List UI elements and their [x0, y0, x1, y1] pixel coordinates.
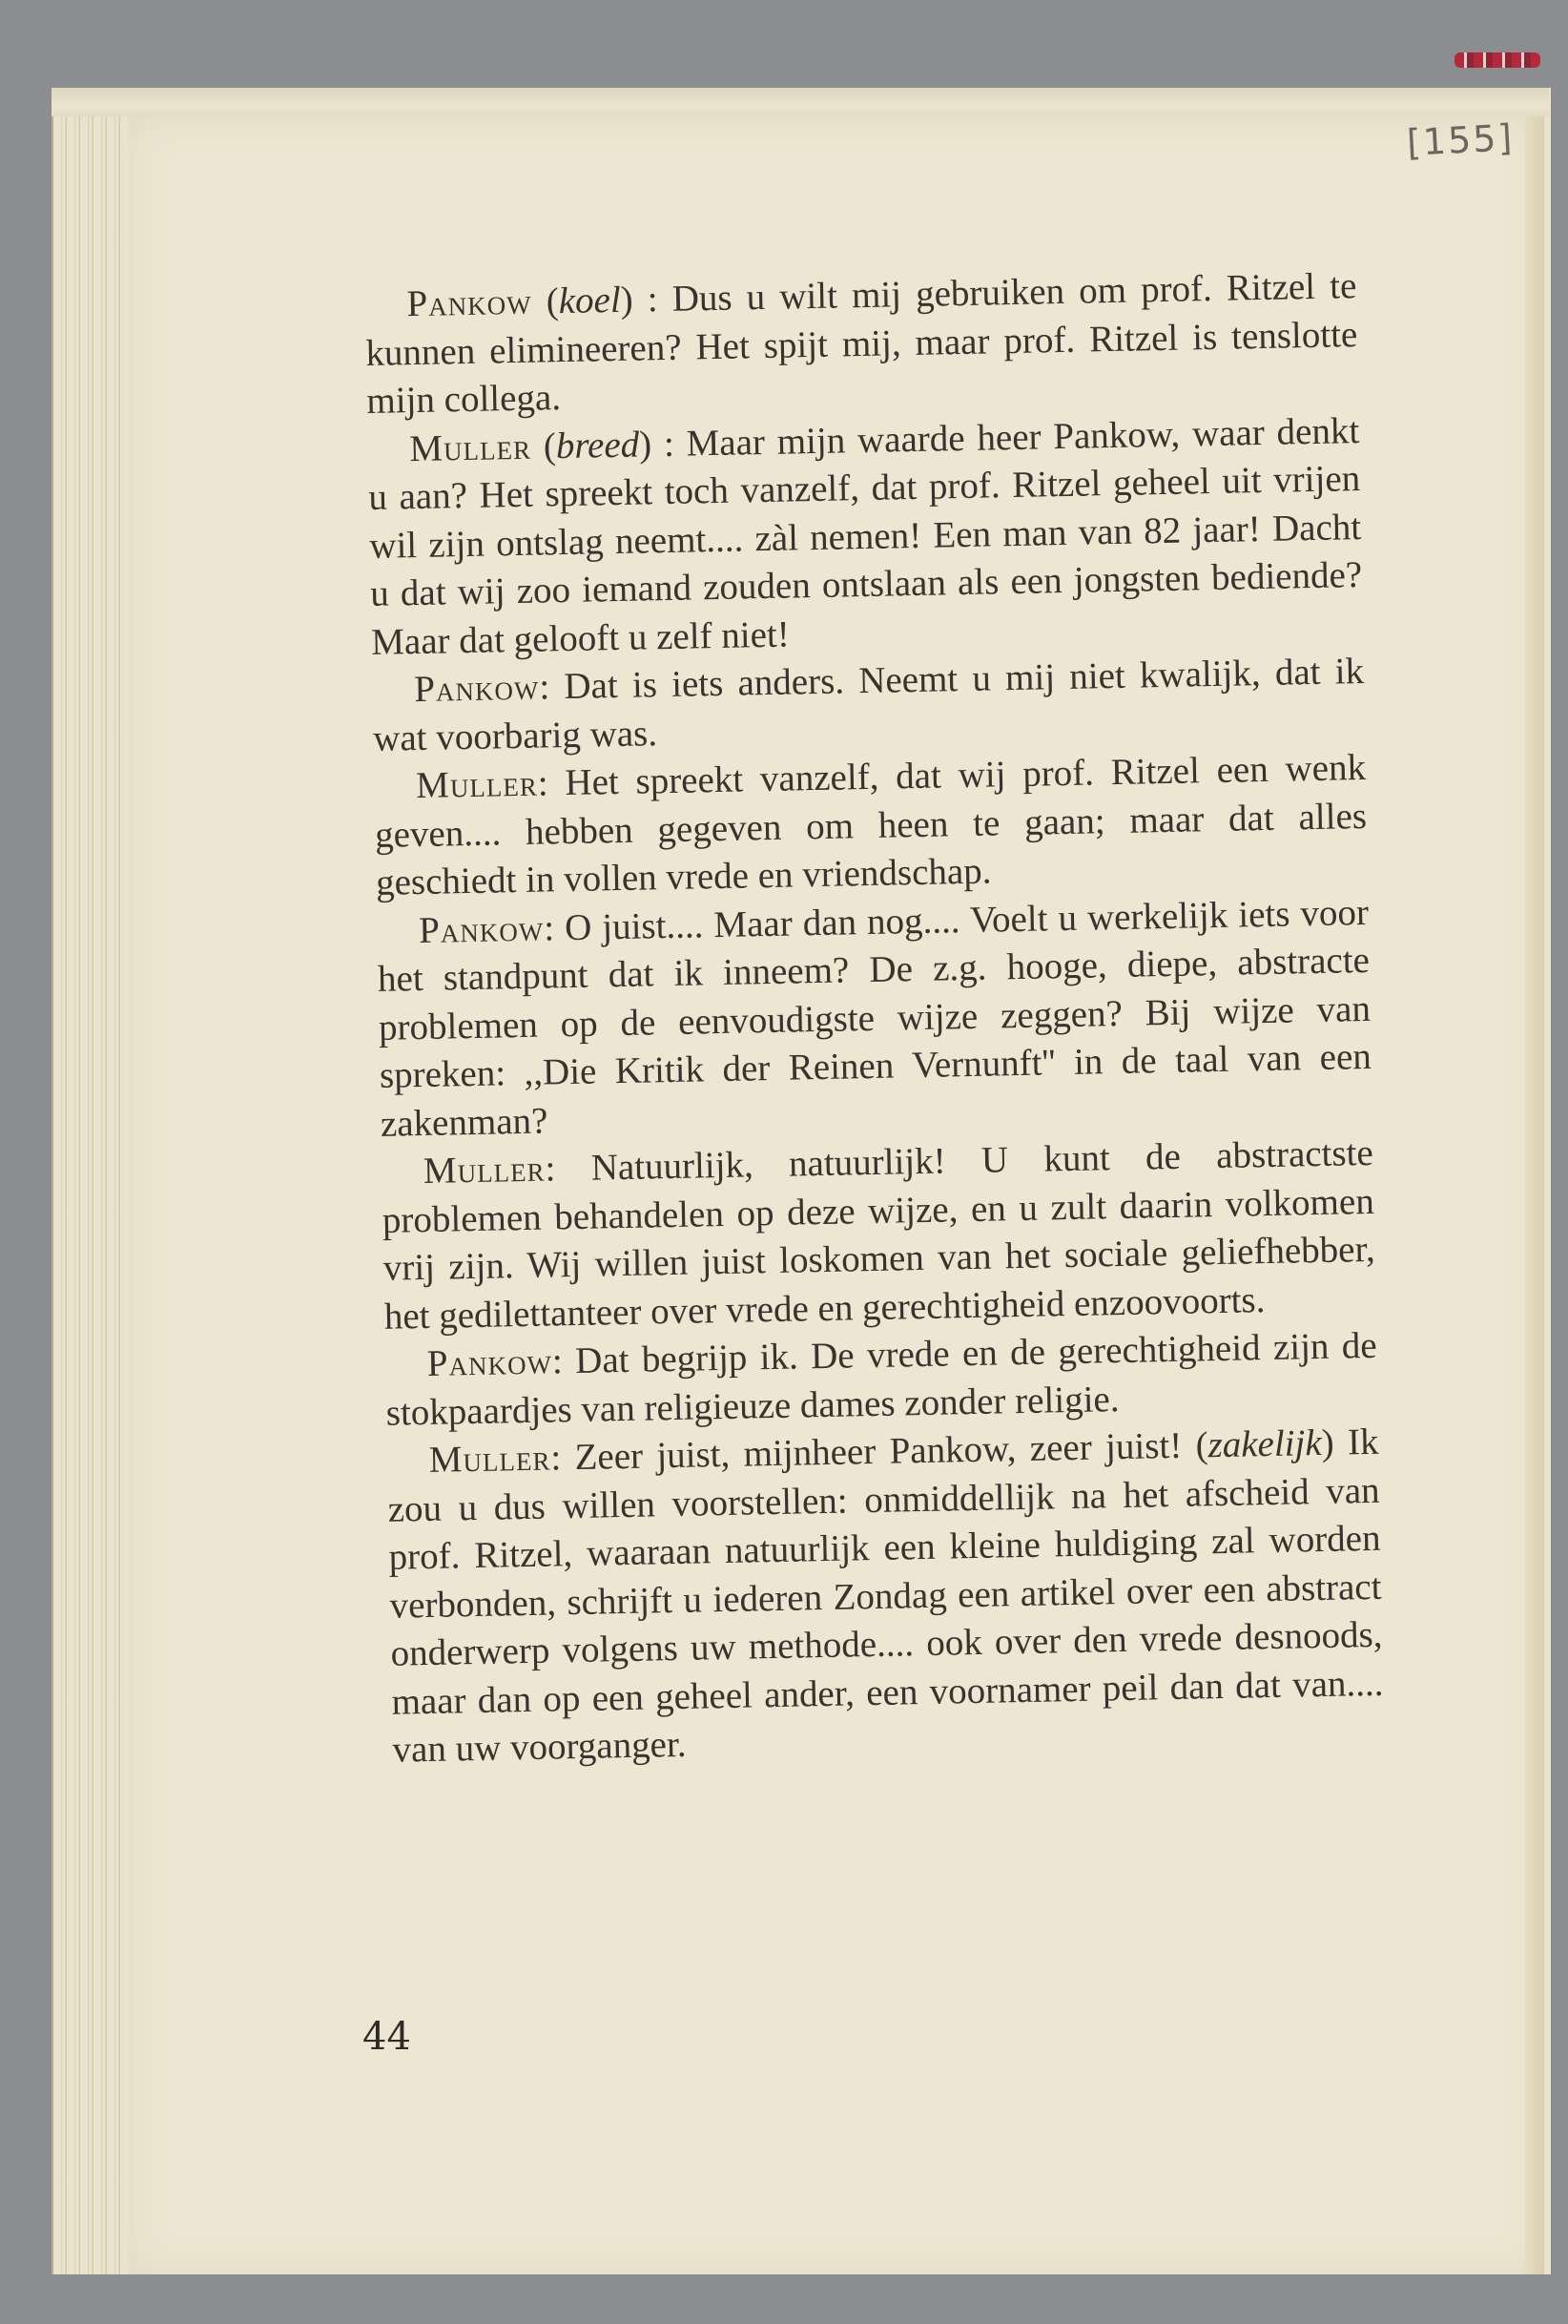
paragraph-text: Natuurlijk, natuurlijk! U kunt de abstractste problemen behandelen op deze wijze, en u zult daarin volkomen vrij zijn. Wij willen juist loskomen van het sociale geliefhebber, het gedilettanteer over vrede en gerechtigheid enzoovoorts. — [382, 1131, 1376, 1338]
speaker-name: Pankow — [413, 666, 540, 711]
paragraph: Muller (breed) : Maar mijn waarde heer Pankow, waar denkt u aan? Het spreekt toch vanzelf, dat prof. Ritzel geheel uit vrijen wil zijn ontslag neemt.... zàl nemen! Een man van 82 jaar! Dacht u dat wij zoo iemand zouden ontslaan als een jongsten bediende? Maar dat gelooft u zelf niet! — [367, 409, 1363, 663]
page-edge — [114, 88, 120, 2274]
speaker-name: Muller — [428, 1437, 551, 1481]
page-number: 44 — [362, 2015, 411, 2059]
speaker-name: Pankow — [406, 280, 533, 325]
paragraph-text: Dus u wilt mij gebruiken om prof. Ritzel te kunnen elimineeren? Het spijt mij, maar prof. Ritzel is tenslotte mijn collega. — [365, 265, 1358, 422]
paragraph-text: Zeer juist, mijnheer Pankow, zeer juist! — [574, 1424, 1183, 1478]
stage-direction: breed — [555, 424, 640, 467]
paragraph-text: O juist.... Maar dan nog.... Voelt u werkelijk iets voor het standpunt dat ik inneem? De z.g. hooge, diepe, abstracte problemen op de eenvoudigste wijze zeggen? Bij wijze van spreken: ,,Die Kritik der Reinen Vernunft'' in de taal van een zakenman? — [377, 891, 1372, 1145]
stage-direction: zakelijk — [1207, 1421, 1323, 1466]
paragraph: Muller: Zeer juist, mijnheer Pankow, zeer juist! (zakelijk) Ik zou u dus willen voorstellen: onmiddellijk na het afscheid van prof. Ritzel, waaraan natuurlijk een kleine huldiging zal worden verbonden, schrijft u iederen Zondag een artikel over een abstract onderwerp volgens uw methode.... ook over den vrede desnoods, maar dan op een geheel ander, een voornamer peil dan dat van.... van uw voorganger. — [387, 1421, 1384, 1771]
speaker-name: Muller — [408, 425, 532, 469]
paragraph: Pankow: Dat begrijp ik. De vrede en de gerechtigheid zijn de stokpaardjes van religieuze dames zonder religie. — [385, 1324, 1378, 1434]
binding-thread — [1455, 52, 1540, 68]
paragraph: Pankow (koel) : Dus u wilt mij gebruiken om prof. Ritzel te kunnen elimineeren? Het spijt mij, maar prof. Ritzel is tenslotte mijn collega. — [365, 265, 1358, 422]
paragraph: Muller: Het spreekt vanzelf, dat wij prof. Ritzel een wenk geven.... hebben gegeven om heen te gaan; maar dat alles geschiedt in vollen vrede en vriendschap. — [374, 746, 1368, 903]
page-edge — [74, 88, 80, 2274]
paragraph-text: Ik zou u dus willen voorstellen: onmiddellijk na het afscheid van prof. Ritzel, waaraan natuurlijk een kleine huldiging zal worden verbonden, schrijft u iederen Zondag een artikel over een abstract onderwerp volgens uw methode.... ook over den vrede desnoods, maar dan op een geheel ander, een voornamer peil dan dat van.... van uw voorganger. — [387, 1421, 1384, 1771]
page-edge — [88, 88, 93, 2274]
paragraph: Pankow: Dat is iets anders. Neemt u mij niet kwalijk, dat ik wat voorbarig was. — [372, 650, 1365, 759]
paragraph: Muller: Natuurlijk, natuurlijk! U kunt de abstractste problemen behandelen op deze wijze, en u zult daarin volkomen vrij zijn. Wij willen juist loskomen van het sociale geliefhebber, het gedilettanteer over vrede en gerechtigheid enzoovoorts. — [382, 1131, 1376, 1338]
paragraph-text: Maar mijn waarde heer Pankow, waar denkt u aan? Het spreekt toch vanzelf, dat prof. Ritzel geheel uit vrijen wil zijn ontslag neemt.... zàl nemen! Een man van 82 jaar! Dacht u dat wij zoo iemand zouden ontslaan als een jongsten bediende? Maar dat gelooft u zelf niet! — [367, 409, 1363, 663]
speaker-name: Pankow — [418, 907, 545, 951]
page-gutter — [1525, 116, 1544, 2274]
paragraph-text: Het spreekt vanzelf, dat wij prof. Ritzel een wenk geven.... hebben gegeven om heen te gaan; maar dat alles geschiedt in vollen vrede en vriendschap. — [374, 746, 1368, 903]
speaker-name: Pankow — [426, 1340, 553, 1384]
paragraph-text: Dat is iets anders. Neemt u mij niet kwalijk, dat ik wat voorbarig was. — [372, 650, 1365, 759]
stage-direction: koel — [558, 279, 622, 322]
paragraph-text: Dat begrijp ik. De vrede en de gerechtigheid zijn de stokpaardjes van religieuze dames zonder religie. — [385, 1324, 1378, 1434]
page-top-edge — [52, 88, 1549, 116]
speaker-name: Muller — [423, 1148, 546, 1192]
page-edge — [101, 88, 107, 2274]
handwritten-shelfmark: [155] — [1405, 116, 1516, 164]
dialogue-text — [364, 262, 1385, 1774]
page-edge — [61, 88, 67, 2274]
speaker-name: Muller — [415, 762, 539, 807]
paragraph: Pankow: O juist.... Maar dan nog.... Voelt u werkelijk iets voor het standpunt dat ik inneem? De z.g. hooge, diepe, abstracte problemen op de eenvoudigste wijze zeggen? Bij wijze van spreken: ,,Die Kritik der Reinen Vernunft'' in de taal van een zakenman? — [377, 891, 1372, 1145]
